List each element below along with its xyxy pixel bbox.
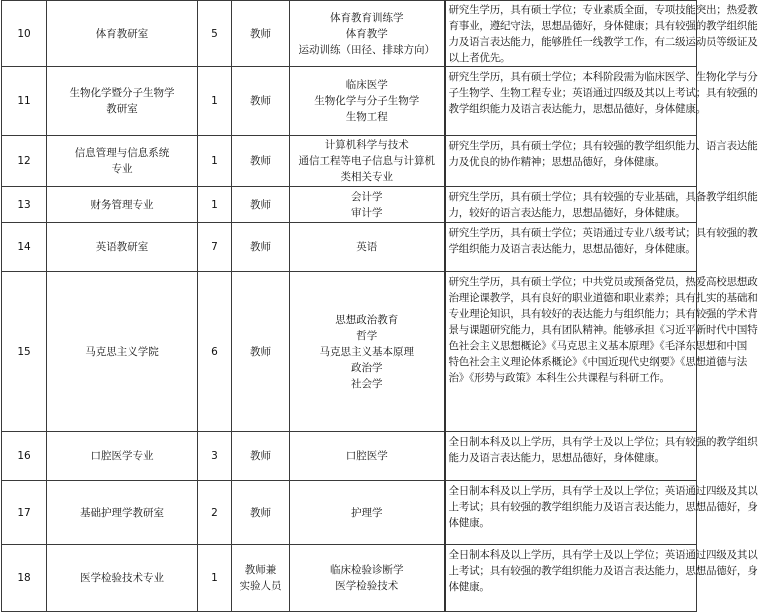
department-cell-line: 财务管理专业 <box>90 198 154 211</box>
table-row <box>2 136 697 187</box>
row-number-cell: 16 <box>2 432 47 481</box>
major-cell-line: 审计学 <box>351 206 383 219</box>
major-cell-line: 计算机科学与技术 <box>324 139 409 151</box>
department-cell <box>47 432 198 481</box>
position-type-cell-line: 实验人员 <box>239 580 282 592</box>
position-type-cell-line: 教师 <box>250 198 271 211</box>
position-type-cell-line: 教师 <box>250 506 271 519</box>
major-cell-line: 马克思主义基本原理 <box>319 345 414 358</box>
major-cell <box>290 481 445 545</box>
requirements-cell-line: 色社会主义思想概论》《马克思主义基本原理》《毛泽东思想和中国 <box>448 340 747 352</box>
major-cell-line: 医学检验技术 <box>335 580 399 592</box>
requirements-cell-line: 研究生学历，具有硕士学位；具有较强的专业基础，具备教学组织能 <box>448 191 758 203</box>
position-type-cell <box>232 67 290 136</box>
department-cell-line: 教研室 <box>106 103 138 115</box>
position-type-cell <box>232 136 290 187</box>
major-cell-line: 护理学 <box>351 506 383 519</box>
major-cell-line: 英语 <box>356 241 378 253</box>
requirements-cell-line: 上考试；具有较强的教学组织能力及语言表达能力，思想品德好，身 <box>448 565 758 577</box>
requirements-cell <box>445 136 758 187</box>
requirements-cell <box>445 481 758 545</box>
table-row <box>2 272 697 432</box>
position-type-cell-line: 教师 <box>250 450 271 462</box>
table-row <box>2 67 697 136</box>
headcount-cell: 2 <box>198 481 232 545</box>
major-cell-line: 生物工程 <box>345 111 388 123</box>
requirements-cell-line: 力，较好的语言表达能力，思想品德好，身体健康。 <box>448 207 686 219</box>
department-cell <box>47 67 198 136</box>
headcount-cell: 1 <box>198 136 232 187</box>
position-type-cell-line: 教师 <box>250 27 271 40</box>
major-cell <box>290 1 445 67</box>
major-cell <box>290 545 445 612</box>
table-row <box>2 432 697 481</box>
position-type-cell-line: 教师兼 <box>244 564 277 576</box>
requirements-cell-line: 研究生学历，具有硕士学位；本科阶段需为临床医学、生物化学与分 <box>448 71 758 83</box>
major-cell-line: 社会学 <box>351 377 383 390</box>
major-cell-line: 运动训练（田径、排球方向） <box>298 43 435 56</box>
requirements-cell-line: 特色社会主义理论体系概论》《中国近现代史纲要》《思想道德与法 <box>448 356 747 368</box>
table-row <box>2 481 697 545</box>
requirements-cell-line: 研究生学历，具有硕士学位；专业素质全面，专项技能突出；热爱教 <box>448 4 758 16</box>
requirements-cell <box>445 67 758 136</box>
major-cell-line: 类相关专业 <box>340 171 393 183</box>
department-cell-line: 体育教研室 <box>95 27 149 40</box>
major-cell <box>290 272 445 432</box>
requirements-cell-line: 能力及语言表达能力，思想品德好，身体健康。 <box>448 452 665 464</box>
requirements-cell-line: 专业理论知识，具有较好的表达能力与组织能力；具有较强的学术背 <box>448 308 758 320</box>
position-type-cell <box>232 481 290 545</box>
table-row <box>2 223 697 272</box>
requirements-cell-line: 研究生学历，具有硕士学位；英语通过专业八级考试；具有较强的教 <box>448 227 758 239</box>
requirements-cell-line: 体健康。 <box>448 581 490 593</box>
headcount-cell: 1 <box>198 187 232 223</box>
row-number-cell: 15 <box>2 272 47 432</box>
major-cell-line: 口腔医学 <box>345 450 388 462</box>
department-cell-line: 生物化学暨分子生物学 <box>69 87 175 99</box>
department-cell <box>47 272 198 432</box>
requirements-cell <box>445 545 758 612</box>
position-type-cell-line: 教师 <box>250 155 271 167</box>
requirements-cell-line: 上考试；具有较强的教学组织能力及语言表达能力，思想品德好，身 <box>448 501 758 513</box>
requirements-cell-line: 力及优良的协作精神；思想品德好，身体健康。 <box>448 156 665 168</box>
major-cell-line: 通信工程等电子信息与计算机 <box>298 155 435 167</box>
requirements-cell-line: 子生物学、生物工程专业；英语通过四级及其以上考试；具有较强的 <box>448 87 758 99</box>
department-cell-line: 信息管理与信息系统 <box>74 147 170 159</box>
major-cell-line: 体育教育训练学 <box>330 11 404 24</box>
headcount-cell: 7 <box>198 223 232 272</box>
department-cell <box>47 187 198 223</box>
requirements-cell-line: 育事业，遵纪守法，思想品德好，身体健康；具有较强的教学组织能 <box>448 20 758 32</box>
major-cell <box>290 223 445 272</box>
position-type-cell <box>232 272 290 432</box>
table-body <box>2 1 758 612</box>
row-number-cell: 17 <box>2 481 47 545</box>
row-number-cell: 10 <box>2 1 47 67</box>
row-number-cell: 11 <box>2 67 47 136</box>
major-cell-line: 政治学 <box>351 361 383 374</box>
position-type-cell <box>232 545 290 612</box>
headcount-cell: 6 <box>198 272 232 432</box>
position-type-cell <box>232 223 290 272</box>
requirements-cell-line: 力及语言表达能力，能够胜任一线教学工作，有二级运动员等级证及 <box>448 36 758 48</box>
position-type-cell <box>232 187 290 223</box>
major-cell <box>290 67 445 136</box>
department-cell-line: 基础护理学教研室 <box>80 506 164 519</box>
department-cell <box>47 136 198 187</box>
department-cell <box>47 1 198 67</box>
major-cell <box>290 187 445 223</box>
department-cell-line: 医学检验技术专业 <box>80 572 164 584</box>
department-cell <box>47 223 198 272</box>
row-number-cell: 13 <box>2 187 47 223</box>
department-cell-line: 专业 <box>111 163 133 175</box>
major-cell <box>290 136 445 187</box>
department-cell <box>47 545 198 612</box>
row-number-cell: 14 <box>2 223 47 272</box>
major-cell-line: 体育教学 <box>345 27 388 40</box>
requirements-cell-line: 全日制本科及以上学历，具有学士及以上学位；英语通过四级及其以 <box>448 485 758 497</box>
table-row <box>2 545 697 612</box>
requirements-cell-line: 以上者优先。 <box>448 52 511 64</box>
department-cell-line: 马克思主义学院 <box>85 345 159 358</box>
requirements-cell-line: 研究生学历，具有硕士学位；具有较强的教学组织能力、语言表达能 <box>448 140 758 152</box>
requirements-cell <box>445 223 758 272</box>
requirements-cell-line: 治理论课教学，具有良好的职业道德和职业素养；具有扎实的基础和 <box>448 292 758 304</box>
position-type-cell <box>232 432 290 481</box>
requirements-cell-line: 全日制本科及以上学历，具有学士及以上学位；具有较强的教学组织 <box>448 436 758 448</box>
requirements-cell-line: 研究生学历，具有硕士学位；中共党员或预备党员，热爱高校思想政 <box>448 276 758 288</box>
requirements-cell <box>445 272 758 432</box>
position-type-cell-line: 教师 <box>250 345 271 358</box>
major-cell-line: 临床医学 <box>345 79 388 91</box>
position-type-cell-line: 教师 <box>250 241 271 253</box>
row-number-cell: 12 <box>2 136 47 187</box>
major-cell-line: 思想政治教育 <box>335 313 399 326</box>
requirements-cell-line: 景与课题研究能力，具有团队精神。能够承担《习近平新时代中国特 <box>448 324 758 336</box>
major-cell-line: 临床检验诊断学 <box>330 564 404 576</box>
table-row <box>2 187 697 223</box>
requirements-cell-line: 学组织能力及语言表达能力，思想品德好，身体健康。 <box>448 243 696 255</box>
requirements-cell <box>445 187 758 223</box>
headcount-cell: 1 <box>198 67 232 136</box>
department-cell-line: 口腔医学专业 <box>90 450 154 462</box>
position-type-cell-line: 教师 <box>250 95 271 107</box>
major-cell-line: 哲学 <box>356 329 378 342</box>
department-cell <box>47 481 198 545</box>
major-cell-line: 生物化学与分子生物学 <box>314 95 420 107</box>
recruitment-table <box>1 0 758 612</box>
major-cell <box>290 432 445 481</box>
requirements-cell-line: 教学组织能力及语言表达能力，思想品德好，身体健康。 <box>448 103 706 115</box>
table-row <box>2 1 697 67</box>
headcount-cell: 3 <box>198 432 232 481</box>
row-number-cell: 18 <box>2 545 47 612</box>
requirements-cell-line: 体健康。 <box>448 517 490 529</box>
requirements-cell-line: 治》《形势与政策》本科生公共课程与科研工作。 <box>448 372 670 384</box>
requirements-cell <box>445 1 758 67</box>
position-type-cell <box>232 1 290 67</box>
department-cell-line: 英语教研室 <box>95 241 149 253</box>
requirements-cell <box>445 432 758 481</box>
major-cell-line: 会计学 <box>351 190 383 203</box>
headcount-cell: 5 <box>198 1 232 67</box>
headcount-cell: 1 <box>198 545 232 612</box>
requirements-cell-line: 全日制本科及以上学历，具有学士及以上学位；英语通过四级及其以 <box>448 549 758 561</box>
